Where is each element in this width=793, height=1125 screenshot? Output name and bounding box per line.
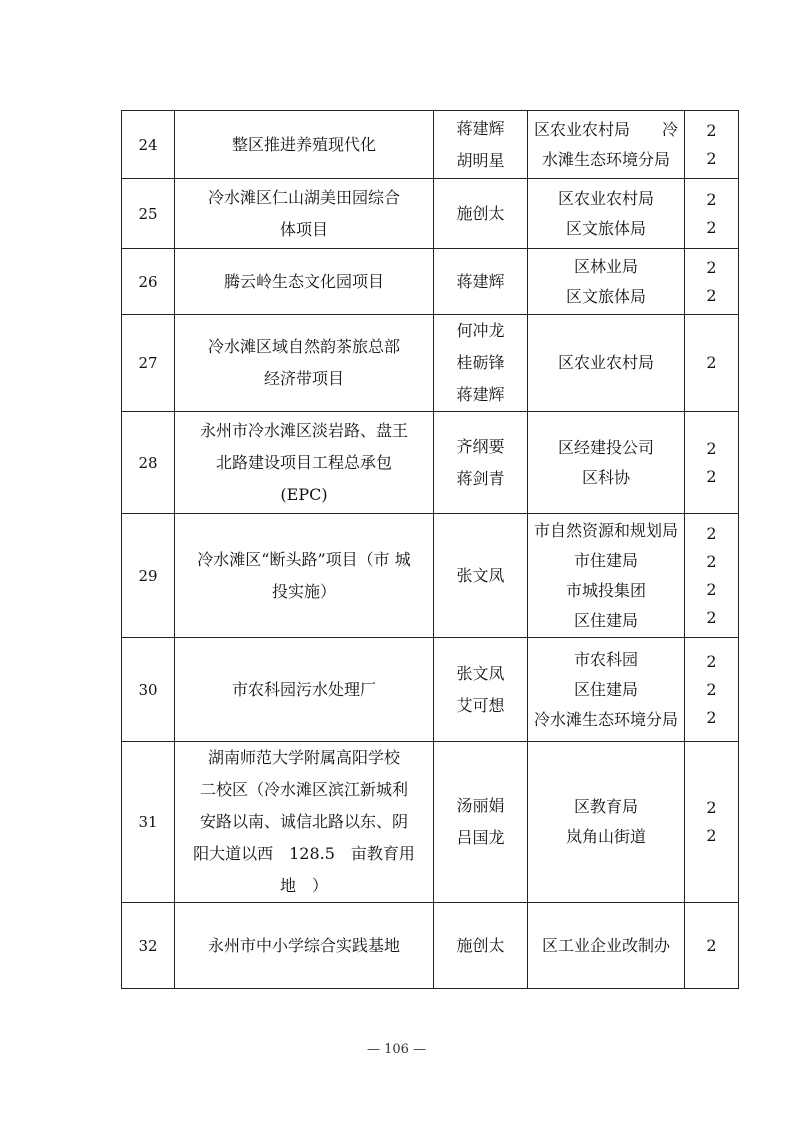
- value-text: 2: [706, 217, 717, 237]
- department-name: 岚角山街道: [565, 827, 646, 846]
- leader-name: 艾可想: [456, 695, 505, 715]
- row-number: 25: [122, 179, 175, 249]
- project-name-line: 体项目: [279, 219, 328, 239]
- leader-name: 张文凤: [456, 663, 505, 683]
- project-name-line: 市农科园污水处理厂: [231, 679, 376, 699]
- leader-name: 齐纲要: [456, 436, 505, 456]
- value-text: 2: [706, 935, 717, 955]
- value-text: 2: [706, 438, 717, 458]
- department-name: 区住建局: [573, 679, 638, 699]
- table-row: [122, 638, 739, 742]
- project-name-cell: [175, 742, 434, 903]
- leader-cell: [434, 249, 528, 315]
- project-name-line: 安路以南、诚信北路以东、阴: [199, 812, 408, 831]
- value-text: 2: [706, 523, 717, 543]
- row-number: 27: [122, 315, 175, 412]
- value-text: 2: [706, 148, 717, 168]
- table-row: [122, 315, 739, 412]
- project-name-cell: [175, 315, 434, 412]
- department-cell: [528, 638, 685, 742]
- row-number: 30: [122, 638, 175, 742]
- department-name: 区农业农村局 冷: [533, 119, 678, 139]
- row-number: 31: [122, 742, 175, 903]
- project-name-line: 腾云岭生态文化园项目: [223, 271, 384, 291]
- table-body: [122, 111, 739, 989]
- leader-name: 蒋建辉: [456, 271, 505, 291]
- value-text: 2: [706, 579, 717, 599]
- value-text: 2: [706, 798, 717, 817]
- department-name: 区林业局: [573, 256, 638, 276]
- value-text: 2: [706, 707, 717, 727]
- department-cell: [528, 111, 685, 179]
- project-name-line: 阳大道以西 128.5 亩教育用: [193, 844, 415, 863]
- leader-name: 蒋建辉: [456, 118, 505, 138]
- project-name-cell: [175, 412, 434, 514]
- department-name: 冷水滩生态环境分局: [533, 709, 678, 729]
- value-cell: [685, 179, 739, 249]
- value-text: 2: [706, 466, 717, 486]
- project-name-cell: [175, 638, 434, 742]
- value-cell: [685, 412, 739, 514]
- table-row: [122, 903, 739, 989]
- value-cell: [685, 638, 739, 742]
- value-cell: [685, 249, 739, 315]
- project-name-cell: [175, 514, 434, 638]
- project-table: [121, 110, 739, 989]
- value-text: 2: [706, 257, 717, 277]
- row-number: 24: [122, 111, 175, 179]
- value-text: 2: [706, 353, 717, 372]
- project-name-line: 二校区（冷水滩区滨江新城利: [199, 780, 408, 799]
- project-name-line: 永州市中小学综合实践基地: [207, 935, 400, 955]
- leader-cell: [434, 412, 528, 514]
- value-cell: [685, 903, 739, 989]
- department-cell: [528, 742, 685, 903]
- department-name: 区教育局: [573, 797, 638, 816]
- leader-name: 张文凤: [456, 565, 505, 585]
- leader-cell: [434, 111, 528, 179]
- leader-name: 吕国龙: [456, 828, 505, 847]
- project-name-line: 冷水滩区域自然韵茶旅总部: [207, 337, 400, 356]
- leader-name: 蒋建辉: [456, 385, 505, 404]
- leader-cell: [434, 179, 528, 249]
- leader-name: 施创太: [456, 203, 505, 223]
- value-cell: [685, 111, 739, 179]
- table-row: [122, 412, 739, 514]
- leader-cell: [434, 315, 528, 412]
- table-row: [122, 249, 739, 315]
- leader-cell: [434, 514, 528, 638]
- department-name: 区文旅体局: [565, 218, 646, 238]
- department-name: 区农业农村局: [557, 353, 654, 372]
- department-name: 区住建局: [573, 610, 638, 630]
- project-name-line: 地 ）: [279, 876, 328, 895]
- department-name: 区工业企业改制办: [541, 935, 670, 955]
- table-row: [122, 742, 739, 903]
- project-name-cell: [175, 179, 434, 249]
- leader-name: 汤丽娟: [456, 796, 505, 815]
- leader-name: 何冲龙: [456, 321, 505, 340]
- department-name: 市城投集团: [565, 580, 646, 600]
- value-text: 2: [706, 607, 717, 627]
- leader-cell: [434, 638, 528, 742]
- department-cell: [528, 249, 685, 315]
- department-cell: [528, 315, 685, 412]
- table-row: [122, 111, 739, 179]
- value-text: 2: [706, 679, 717, 699]
- project-name-line: 整区推进养殖现代化: [231, 134, 376, 154]
- leader-cell: [434, 742, 528, 903]
- project-name-line: 经济带项目: [263, 369, 344, 388]
- department-cell: [528, 514, 685, 638]
- value-text: 2: [706, 189, 717, 209]
- leader-name: 施创太: [456, 935, 505, 955]
- table-row: [122, 179, 739, 249]
- value-text: 2: [706, 120, 717, 140]
- project-name-cell: [175, 249, 434, 315]
- value-text: 2: [706, 285, 717, 305]
- project-name-line: 湖南师范大学附属高阳学校: [207, 748, 400, 767]
- leader-cell: [434, 903, 528, 989]
- row-number: 29: [122, 514, 175, 638]
- department-cell: [528, 179, 685, 249]
- project-name-line: 冷水滩区“断头路”项目（市 城: [197, 549, 411, 569]
- value-text: 2: [706, 826, 717, 845]
- row-number: 26: [122, 249, 175, 315]
- value-text: 2: [706, 551, 717, 571]
- project-name-line: 北路建设项目工程总承包: [215, 452, 392, 472]
- project-name-line: (EPC): [280, 484, 328, 504]
- project-name-line: 投实施）: [271, 581, 336, 601]
- row-number: 32: [122, 903, 175, 989]
- value-cell: [685, 315, 739, 412]
- department-name: 市自然资源和规划局: [533, 520, 678, 540]
- value-text: 2: [706, 651, 717, 671]
- department-name: 区农业农村局: [557, 188, 654, 208]
- leader-name: 蒋剑青: [456, 468, 505, 488]
- table-row: [122, 514, 739, 638]
- leader-name: 胡明星: [456, 150, 505, 170]
- value-cell: [685, 514, 739, 638]
- department-name: 市农科园: [573, 649, 638, 669]
- department-name: 区经建投公司: [557, 437, 654, 457]
- project-name-cell: [175, 903, 434, 989]
- row-number: 28: [122, 412, 175, 514]
- department-name: 区科协: [581, 467, 630, 487]
- project-name-cell: [175, 111, 434, 179]
- page-number: — 106 —: [366, 1042, 427, 1057]
- department-cell: [528, 903, 685, 989]
- project-name-line: 永州市冷水滩区淡岩路、盘王: [199, 420, 408, 440]
- department-name: 区文旅体局: [565, 286, 646, 306]
- department-cell: [528, 412, 685, 514]
- department-name: 水滩生态环境分局: [541, 149, 670, 169]
- leader-name: 桂砺锋: [456, 353, 505, 372]
- department-name: 市住建局: [573, 550, 638, 570]
- project-name-line: 冷水滩区仁山湖美田园综合: [207, 187, 400, 207]
- value-cell: [685, 742, 739, 903]
